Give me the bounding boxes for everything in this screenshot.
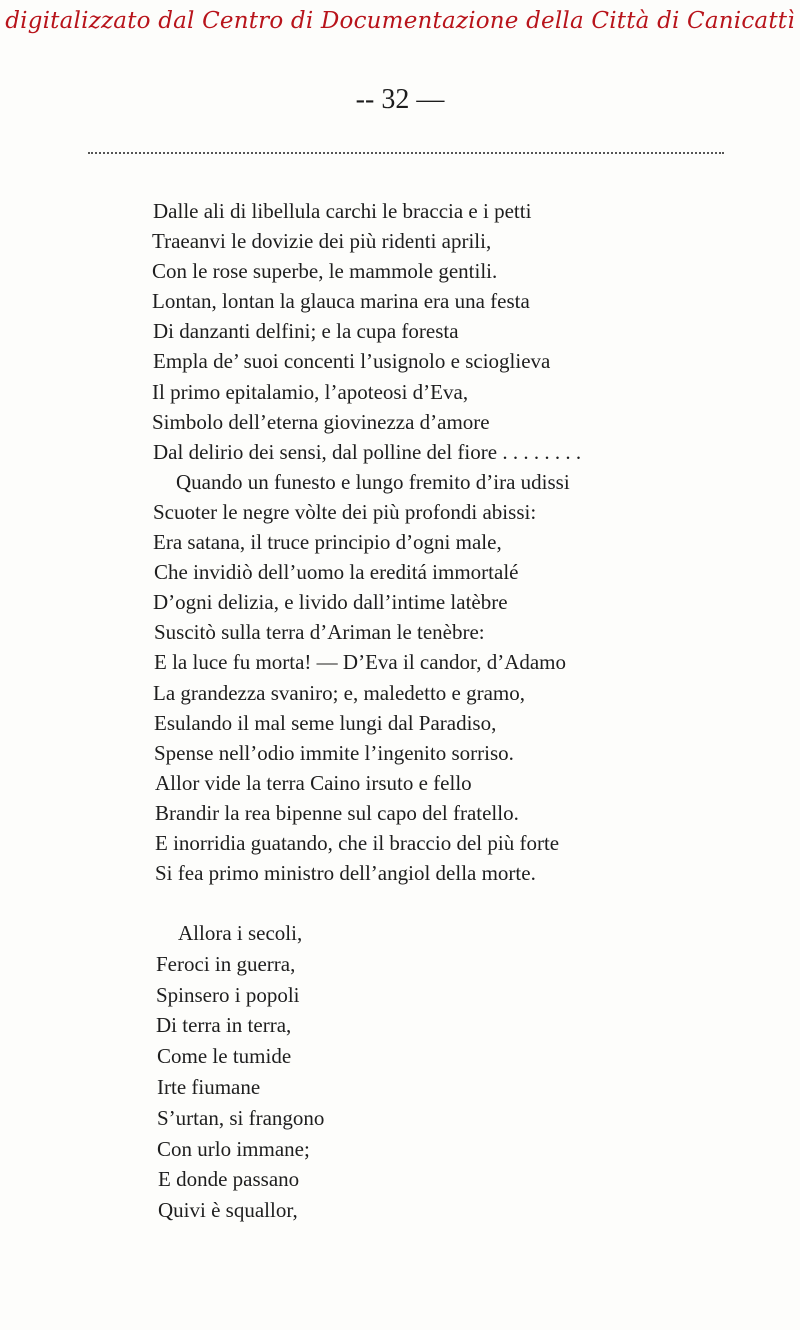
verse-line: E donde passano [158, 1167, 300, 1192]
verse-line: D’ogni delizia, e livido dall’intime latèbre [153, 590, 508, 615]
verse-line: Con le rose superbe, le mammole gentili. [152, 259, 498, 284]
verse-line: Simbolo dell’eterna giovinezza d’amore [152, 409, 490, 434]
stanza-1 [0, 196, 581, 888]
verse-line: Suscitò sulla terra d’Ariman le tenèbre: [154, 620, 485, 645]
verse-line: Scuoter le negre vòlte dei più profondi abissi: [153, 499, 537, 524]
verse-line: Traeanvi le dovizie dei più ridenti aprili, [152, 229, 492, 254]
verse-line: La grandezza svaniro; e, maledetto e gramo, [153, 680, 525, 705]
verse-line: Che invidiò dell’uomo la ereditá immortalé [154, 560, 519, 585]
stanza-2 [0, 918, 324, 1226]
verse-line: Di danzanti delfini; e la cupa foresta [153, 319, 459, 344]
verse-line: Quando un funesto e lungo fremito d’ira udissi [176, 469, 570, 494]
verse-line: Allora i secoli, [178, 921, 303, 945]
verse-line: Esulando il mal seme lungi dal Paradiso, [154, 710, 497, 735]
verse-line: Quivi è squallor, [158, 1198, 298, 1223]
verse-line: Di terra in terra, [156, 1013, 292, 1038]
verse-line: Irte fiumane [157, 1074, 261, 1099]
verse-line: Allor vide la terra Caino irsuto e fello [155, 770, 472, 795]
verse-line: E la luce fu morta! — D’Eva il candor, d’Adamo [154, 650, 567, 675]
verse-line: Si fea primo ministro dell’angiol della morte. [155, 861, 536, 886]
verse-line: Lontan, lontan la glauca marina era una festa [152, 289, 530, 314]
verse-line: Dalle ali di libellula carchi le braccia e i petti [153, 199, 532, 223]
verse-line: Il primo epitalamio, l’apoteosi d’Eva, [152, 379, 469, 404]
verse-line: Spinsero i popoli [156, 982, 300, 1007]
dotted-separator [88, 152, 724, 154]
verse-line: Era satana, il truce principio d’ogni male, [153, 530, 502, 555]
verse-line: Brandir la rea bipenne sul capo del fratello. [155, 800, 519, 825]
verse-line: Feroci in guerra, [156, 951, 296, 976]
verse-line: Empla de’ suoi concenti l’usignolo e scioglieva [153, 349, 551, 374]
verse-line: Dal delirio dei sensi, dal polline del fiore . . . . . . . . [153, 439, 582, 464]
page-number: -- 32 — [355, 84, 445, 115]
verse-line: Con urlo immane; [157, 1136, 310, 1161]
verse-line: S’urtan, si frangono [157, 1105, 325, 1130]
verse-line: Spense nell’odio immite l’ingenito sorriso. [154, 740, 514, 765]
digitization-watermark: digitalizzato dal Centro di Documentazione della Città di Canicattì [5, 8, 795, 34]
verse-line: E inorridia guatando, che il braccio del più forte [155, 830, 560, 855]
verse-line: Come le tumide [157, 1044, 292, 1069]
